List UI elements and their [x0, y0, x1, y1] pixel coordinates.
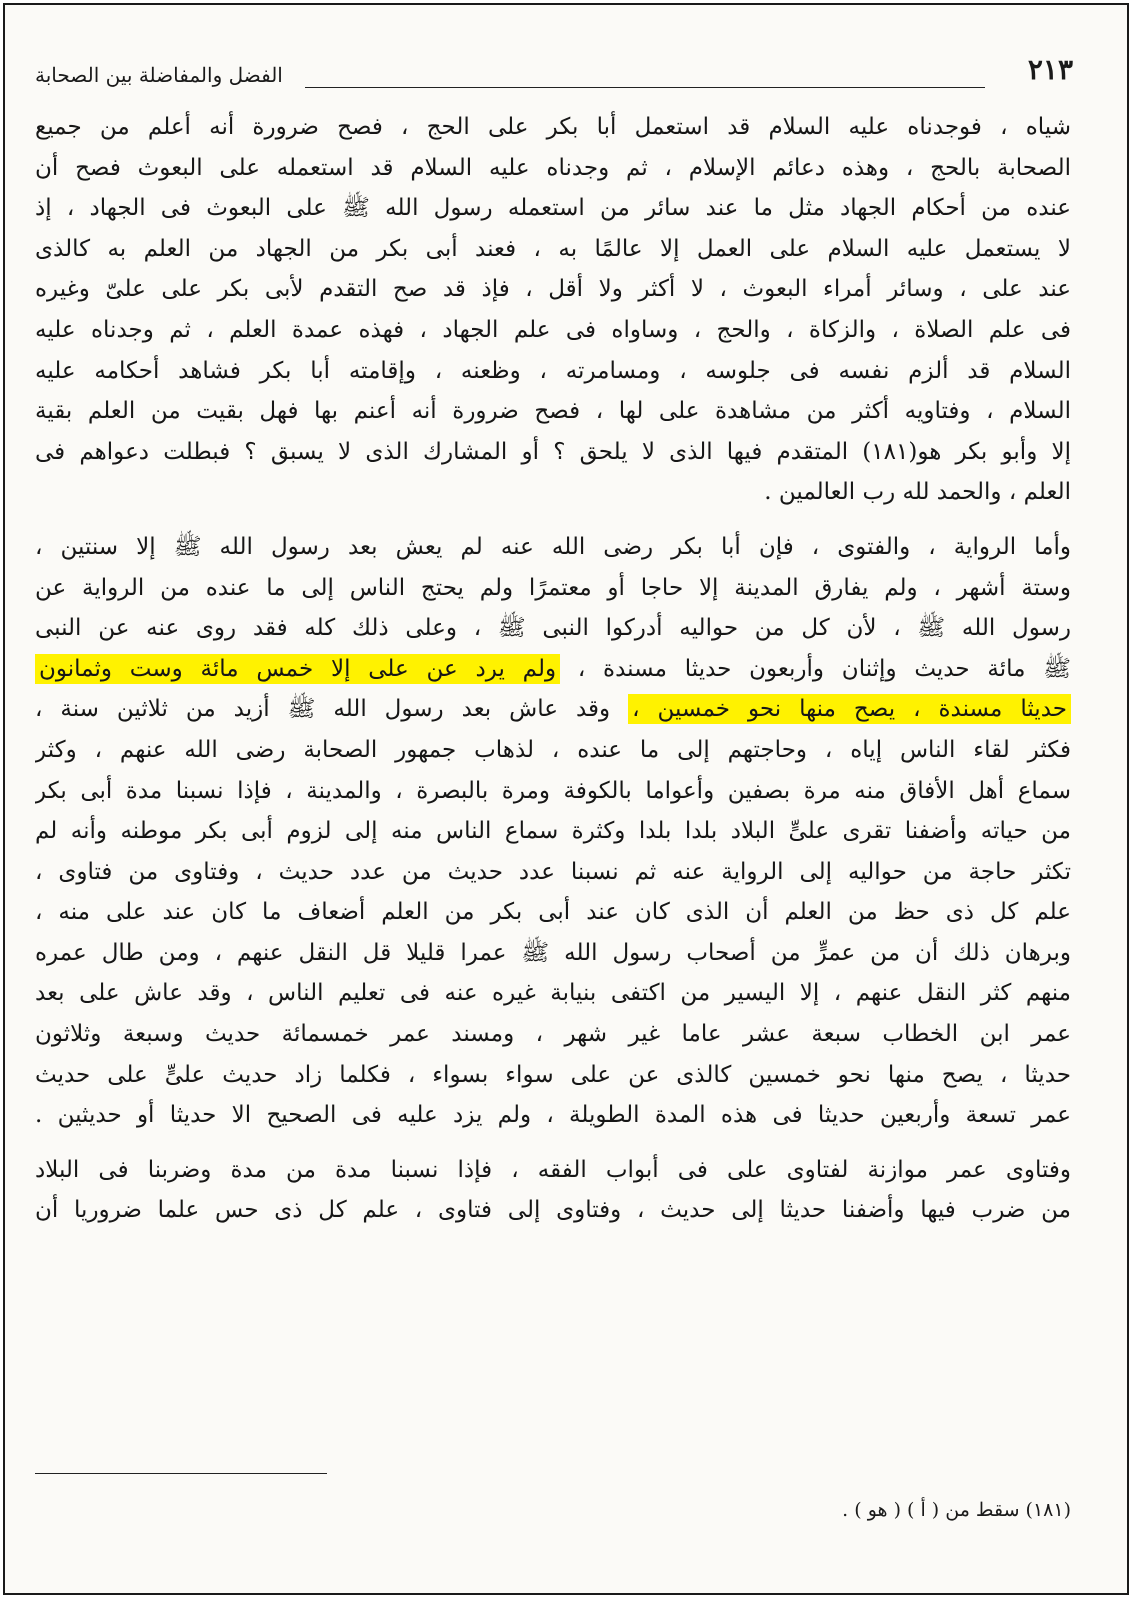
text-line: وأما الرواية ، والفتوى ، فإن أبا بكر رضى الله عنه لم يعش بعد رسول الله ﷺ إلا سنتين ،	[35, 533, 1071, 560]
page-body	[35, 107, 1071, 1245]
text-line	[35, 649, 1071, 690]
text-line: حديثا ، يصح منها نحو خمسين كالذى عن على سواء بسواء ، فكلما زاد حديث علىٍّ على حديث	[35, 1061, 1071, 1088]
header-rule	[305, 87, 985, 88]
text-line: تكثر حاجة من حواليه إلى الرواية عنه ثم نسبنا عدد حديث من عدد حديث ، وفتاوى من فتاوى ،	[35, 858, 1071, 885]
paragraph-1	[35, 107, 1071, 513]
text-line: وستة أشهر ، ولم يفارق المدينة إلا حاجا أو معتمرًا ولم يحتج الناس إلى ما عنده من الرواية عن	[35, 574, 1071, 601]
running-header	[35, 55, 1071, 95]
text-line: عمر تسعة وأربعين حديثا فى هذه المدة الطويلة ، ولم يزد عليه فى الصحيح الا حديثا أو حديثين .	[35, 1102, 1071, 1129]
text-line: رسول الله ﷺ ، لأن كل من حواليه أدركوا النبى ﷺ ، وعلى ذلك كله فقد روى عنه عن النبى	[35, 615, 1071, 642]
text-line: الصحابة بالحج ، وهذه دعائم الإسلام ، ثم وجدناه عليه السلام قد استعمله على البعوث فصح أن	[35, 154, 1071, 181]
footnote: (١٨١) سقط من ( أ ) ( هو ) .	[842, 1499, 1071, 1521]
text-line: إلا وأبو بكر هو(١٨١) المتقدم فيها الذى لا يلحق ؟ أو المشارك الذى لا يسبق ؟ فبطلت دعواهم فى	[35, 438, 1071, 465]
line-text: وقد عاش بعد رسول الله ﷺ أزيد من ثلاثين سنة ،	[35, 696, 611, 723]
text-line: وفتاوى عمر موازنة لفتاوى على فى أبواب الفقه ، فإذا نسبنا مدة من مدة وضربنا فى البلاد	[35, 1156, 1071, 1183]
text-line: علم كل ذى حظ من العلم أن الذى كان عند أبى بكر من العلم أضعاف ما كان عند على منه ،	[35, 899, 1071, 926]
paragraph-3	[35, 1150, 1071, 1231]
highlighted-text: حديثا مسندة ، يصح منها نحو خمسين ،	[628, 694, 1071, 724]
text-line: من ضرب فيها وأضفنا حديثا إلى حديث ، وفتاوى إلى فتاوى ، علم كل ذى حس علما ضروريا أن	[35, 1197, 1071, 1224]
text-line: عمر ابن الخطاب سبعة عشر عاما غير شهر ، ومسند عمر خمسمائة حديث وسبعة وثلاثون	[35, 1021, 1071, 1048]
book-page	[35, 55, 1071, 1555]
text-line: العلم ، والحمد لله رب العالمين .	[764, 479, 1071, 506]
line-text: ﷺ مائة حديث وإثنان وأربعون حديثا مسندة ،	[577, 655, 1071, 682]
text-line: وبرهان ذلك أن من عمرٍّ من أصحاب رسول الله ﷺ عمرا قليلا قل النقل عنهم ، ومن طال عمره	[35, 939, 1071, 966]
footnote-rule	[35, 1473, 327, 1474]
page-number: ٢١٣	[1027, 53, 1073, 86]
text-line: فى علم الصلاة ، والزكاة ، والحج ، وساواه فى علم الجهاد ، فهذه عمدة العلم ، ثم وجدناه عليه	[35, 316, 1071, 343]
text-line: عنده من أحكام الجهاد مثل ما عند سائر من استعمله رسول الله ﷺ على البعوث فى الجهاد ، إذ	[35, 195, 1071, 222]
text-line: شياه ، فوجدناه عليه السلام قد استعمل أبا بكر على الحج ، فصح ضرورة أنه أعلم من جميع	[35, 114, 1071, 140]
text-line: سماع أهل الأفاق منه مرة بصفين وأعواما بالكوفة ومرة بالبصرة ، والمدينة ، فإذا نسبنا مدة أبى بكر	[35, 777, 1071, 804]
text-line: من حياته وأضفنا تقرى علىٍّ البلاد بلدا بلدا وكثرة سماع الناس منه إلى لزوم أبى بكر موطنه وأنه لم	[35, 818, 1071, 845]
highlighted-text: ولم يرد عن على إلا خمس مائة وست وثمانون	[35, 654, 560, 684]
text-line: منهم كثر النقل عنهم ، إلا اليسير من اكتفى بنيابة غيره عنه فى تعليم الناس ، وقد عاش على بعد	[35, 980, 1071, 1007]
running-title: الفضل والمفاضلة بين الصحابة	[35, 63, 283, 87]
text-line: السلام قد ألزم نفسه فى جلوسه ، ومسامرته ، وظعنه ، وإقامته أبا بكر فشاهد أحكامه عليه	[35, 357, 1071, 384]
text-line: لا يستعمل عليه السلام على العمل إلا عالمًا به ، فعند أبى بكر من الجهاد من العلم به كالذى	[35, 235, 1071, 262]
page-frame	[3, 3, 1129, 1595]
text-line	[35, 689, 1071, 730]
text-line: السلام ، وفتاويه أكثر من مشاهدة على لها ، فصح ضرورة أنه أعنم بها فهل بقيت من العلم بقية	[35, 398, 1071, 425]
paragraph-2	[35, 527, 1071, 1136]
text-line: عند على ، وسائر أمراء البعوث ، لا أكثر ولا أقل ، فإذ قد صح التقدم لأبى بكر على علىّ وغيره	[35, 276, 1071, 303]
text-line: فكثر لقاء الناس إياه ، وحاجتهم إلى ما عنده ، لذهاب جمهور الصحابة رضى الله عنهم ، وكثر	[35, 736, 1071, 763]
